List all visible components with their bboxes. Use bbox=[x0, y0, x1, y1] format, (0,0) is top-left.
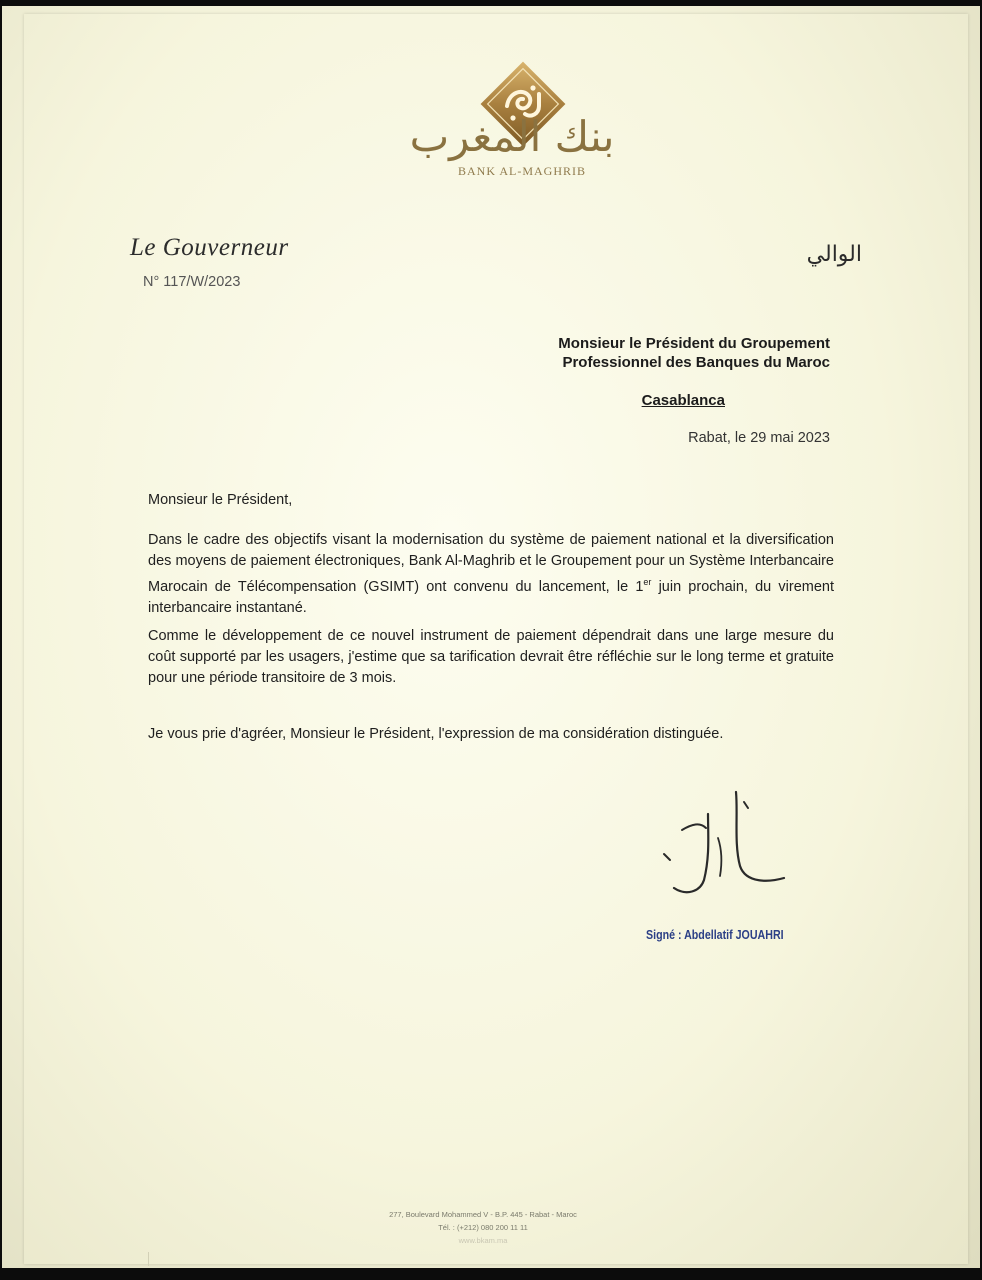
logo-arabic-wordmark: بنك المغرب bbox=[409, 112, 615, 161]
place-and-date: Rabat, le 29 mai 2023 bbox=[688, 430, 830, 446]
governor-title-fr: Le Gouverneur bbox=[130, 234, 289, 261]
closing-paragraph: Je vous prie d'agréer, Monsieur le Président, l'expression de ma considération distinguée. bbox=[148, 726, 724, 742]
footer-phone: Tél. : (+212) 080 200 11 11 bbox=[438, 1223, 528, 1232]
paragraph-1-text-a: Dans le cadre des objectifs visant la modernisation du système de paiement national et la diversification des moyens de paiement électroniques, Bank Al-Maghrib et le Groupement pour un Système Interbancaire Marocain de Télécompensation (GSIMT) ont convenu du lancement, le 1 bbox=[148, 532, 834, 595]
paragraph-2: Comme le développement de ce nouvel instrument de paiement dépendrait dans une large mesure du coût supporté par les usagers, j'estime que sa tarification devrait être réfléchie sur le long terme et gratuite pour une période transitoire de 3 mois. bbox=[148, 628, 834, 686]
footer-address: 277, Boulevard Mohammed V - B.P. 445 - Rabat - Maroc bbox=[389, 1210, 577, 1219]
page-background bbox=[2, 6, 980, 1268]
paragraph-1 bbox=[148, 530, 834, 619]
logo-latin-wordmark: BANK AL-MAGHRIB bbox=[457, 164, 586, 178]
footer-website: www.bkam.ma bbox=[458, 1236, 508, 1245]
letterhead-footer bbox=[302, 1208, 664, 1247]
reference-number: N° 117/W/2023 bbox=[143, 274, 241, 290]
signatory-name: Signé : Abdellatif JOUAHRI bbox=[646, 927, 784, 942]
paper-fold-line bbox=[148, 1252, 149, 1266]
handwritten-signature-icon bbox=[652, 784, 812, 904]
recipient-line-1: Monsieur le Président du Groupement bbox=[558, 335, 830, 352]
recipient-city: Casablanca bbox=[641, 392, 725, 409]
salutation: Monsieur le Président, bbox=[148, 492, 293, 508]
paragraph-1-text-b: juin prochain, du virement interbancaire instantané. bbox=[148, 578, 834, 616]
recipient-block bbox=[502, 334, 830, 372]
recipient-line-2: Professionnel des Banques du Maroc bbox=[562, 354, 830, 371]
paragraph-1-superscript: er bbox=[643, 577, 652, 587]
governor-title-ar: الوالي bbox=[806, 242, 862, 267]
